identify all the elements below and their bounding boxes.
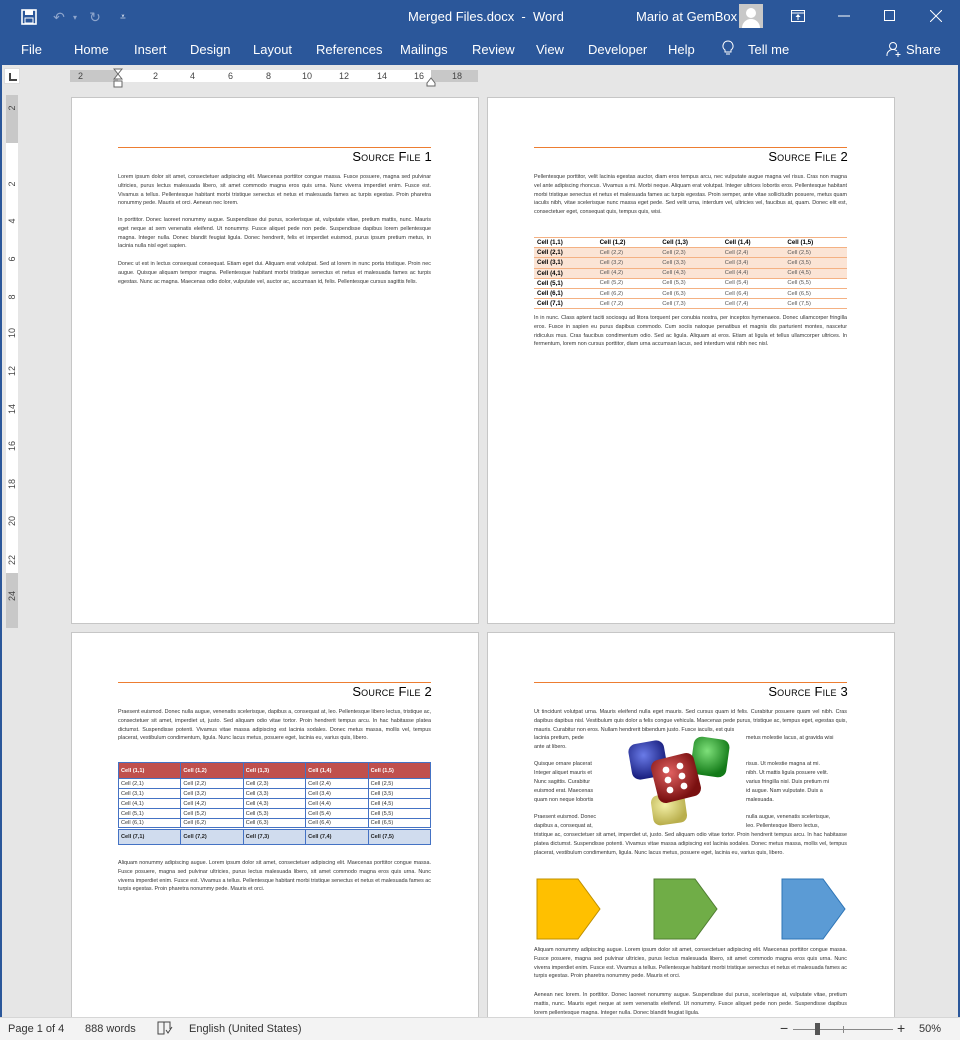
data-table	[118, 762, 431, 845]
ruler-tick: 4	[190, 71, 196, 81]
table-cell: Cell (7,2)	[597, 299, 660, 309]
table-cell: Cell (1,2)	[597, 238, 660, 248]
paragraph: In porttitor. Donec laoreet nonummy augue. Suspendisse dui purus, scelerisque at, vulputate vitae, pretium mattis, nunc. Mauris eget neque at sem venenatis eleifend. Ut nonummy. Fusce aliquet pede non pede. Suspendisse dapibus lorem pellentesque magna. Integer nulla. Donec blandit feugiat ligula. Donec hendrerit, felis et imperdiet euismod, purus ipsum pretium metus, in lacinia nulla nisl eget sapien.	[118, 217, 431, 250]
lightbulb-icon[interactable]	[722, 40, 734, 59]
table-cell: Cell (7,5)	[784, 299, 847, 309]
table-cell: Cell (3,3)	[243, 789, 305, 799]
tab-layout[interactable]: Layout	[253, 42, 293, 57]
paragraph: Lorem ipsum dolor sit amet, consectetuer adipiscing elit. Maecenas porttitor congue massa. Fusce posuere, magna sed pulvinar ultricies, purus lectus malesuada libero, sit amet commodo magna eros quis urna. Nunc viverra imperdiet enim. Fusce est. Vivamus a tellus. Pellentesque habitant morbi tristique senectus et netus et malesuada fames ac turpis egestas. Proin pharetra nonummy pede. Mauris et orci. Aenean nec lorem.	[118, 174, 431, 207]
page-heading: Source File 1	[352, 149, 432, 164]
ruler-tick: 2	[7, 181, 17, 187]
ruler-tick: 6	[7, 256, 17, 262]
table-cell: Cell (2,5)	[368, 779, 430, 789]
table-cell: Cell (1,3)	[243, 763, 305, 779]
paragraph: Aenean nec lorem. In porttitor. Donec laoreet nonummy augue. Suspendisse dui purus, scelerisque at, vulputate vitae, pretium mattis, nunc. Mauris eget neque at sem venenatis eleifend. Ut nonummy. Fusce aliquet pede non pede. Suspendisse dapibus lorem pellentesque magna. Integer nulla. Donec blandit feugiat ligula.	[534, 992, 847, 1016]
table-cell: Cell (7,1)	[534, 299, 597, 309]
table-cell: Cell (3,3)	[659, 258, 722, 268]
table-cell: Cell (5,1)	[534, 278, 597, 288]
heading-rule	[534, 147, 847, 148]
table-cell: Cell (6,2)	[597, 288, 660, 298]
tab-developer[interactable]: Developer	[588, 42, 648, 57]
window-title: Merged Files.docx - Word	[408, 9, 564, 24]
tab-review[interactable]: Review	[472, 42, 515, 57]
table-cell: Cell (4,3)	[243, 799, 305, 809]
table-cell: Cell (3,2)	[181, 789, 243, 799]
table-cell: Cell (3,2)	[597, 258, 660, 268]
ruler-tick: 4	[7, 218, 17, 224]
table-cell: Cell (4,5)	[368, 799, 430, 809]
tab-design[interactable]: Design	[190, 42, 231, 57]
wrap-text-left: quam non neque lobortis	[534, 797, 594, 803]
zoom-in-button[interactable]: +	[897, 1020, 906, 1036]
wrap-text-left: ante at libero.	[534, 744, 567, 750]
table-cell: Cell (3,1)	[119, 789, 181, 799]
ruler-tick: 8	[266, 71, 272, 81]
wrap-text-right: varius fringilla nisl. Duis pretium mi	[746, 779, 829, 785]
ruler-tick: 24	[7, 591, 17, 602]
table-cell: Cell (7,4)	[306, 829, 368, 845]
wrap-text-right: nibh. Ut mattis ligula posuere velit.	[746, 770, 829, 776]
table-cell: Cell (5,1)	[119, 809, 181, 819]
user-name[interactable]: Mario at GemBox	[636, 9, 738, 24]
wrap-text-right: id augue. Nam vulputate. Duis a	[746, 788, 823, 794]
table-cell: Cell (5,2)	[597, 278, 660, 288]
paragraph: Donec ut est in lectus consequat consequat. Etiam eget dui. Aliquam erat volutpat. Sed at lorem in nunc porta tristique. Proin nec augue. Quisque aliquam tempor magna. Pellentesque habitant morbi tristique senectus et netus et malesuada fames ac turpis egestas. Nunc ac magna. Maecenas odio dolor, vulputate vel, auctor ac, accumsan id, felis. Pellentesque cursus sagittis felis.	[118, 261, 431, 285]
zoom-level[interactable]: 50%	[919, 1023, 942, 1035]
wrap-text-left: Integer aliquet mauris et	[534, 770, 592, 776]
ruler-tick: 16	[414, 71, 425, 81]
table-cell: Cell (4,4)	[722, 268, 785, 278]
wrap-text-right: risus. Ut molestie magna at mi.	[746, 761, 820, 767]
table-cell: Cell (2,4)	[306, 779, 368, 789]
table-cell: Cell (7,4)	[722, 299, 785, 309]
table-cell: Cell (2,4)	[722, 248, 785, 258]
table-cell: Cell (6,4)	[306, 819, 368, 829]
tell-me-search[interactable]: Tell me	[748, 42, 790, 57]
ruler-tick: 8	[7, 294, 17, 300]
page-heading: Source File 2	[768, 149, 848, 164]
page-2[interactable]	[487, 97, 895, 624]
save-icon[interactable]	[20, 8, 38, 26]
ruler-tick: 20	[7, 516, 17, 527]
wrap-text-right: metus molestie lacus, at gravida wisi	[746, 735, 834, 741]
data-table	[534, 237, 847, 309]
tab-selector-icon[interactable]	[4, 68, 20, 84]
tab-insert[interactable]: Insert	[134, 42, 167, 57]
ribbon-tabs	[0, 34, 960, 65]
page-heading: Source File 3	[768, 684, 848, 699]
ruler-tick: 18	[7, 479, 17, 490]
pentagon-arrow-green[interactable]	[653, 878, 719, 945]
minimize-icon[interactable]	[821, 0, 867, 32]
ruler-tick: 12	[7, 366, 17, 377]
ruler-tick: 10	[7, 328, 17, 339]
avatar[interactable]	[739, 4, 763, 28]
tab-references[interactable]: References	[316, 42, 383, 57]
ruler-tick: 16	[7, 441, 17, 452]
vertical-ruler[interactable]	[6, 95, 18, 628]
paragraph: Aliquam nonummy adipiscing augue. Lorem ipsum dolor sit amet, consectetuer adipiscing elit. Maecenas porttitor congue massa. Fusce posuere, magna sed pulvinar ultricies, purus lectus malesuada libero, sit amet commodo magna eros quis urna. Nunc viverra imperdiet enim. Fusce est. Vivamus a tellus. Pellentesque habitant morbi tristique senectus et netus et malesuada fames ac turpis egestas. Proin pharetra nonummy pede. Mauris et orci.	[534, 947, 847, 980]
paragraph: Aliquam nonummy adipiscing augue. Lorem ipsum dolor sit amet, consectetuer adipiscing elit. Maecenas porttitor congue massa. Fusce posuere, magna sed pulvinar ultricies, purus lectus malesuada libero, sit amet commodo magna eros quis urna. Nunc viverra imperdiet enim. Fusce est. Vivamus a tellus. Pellentesque habitant morbi tristique senectus et netus et malesuada fames ac turpis egestas. Proin pharetra nonummy pede. Mauris et orci.	[118, 860, 431, 893]
status-bar	[0, 1017, 960, 1040]
table-cell: Cell (6,5)	[784, 288, 847, 298]
page-heading: Source File 2	[352, 684, 432, 699]
table-cell: Cell (6,1)	[534, 288, 597, 298]
redo-icon[interactable]: ↻	[89, 8, 101, 25]
table-cell: Cell (5,4)	[722, 278, 785, 288]
ruler-tick: 2	[7, 105, 17, 111]
table-cell: Cell (1,5)	[368, 763, 430, 779]
table-cell: Cell (5,3)	[659, 278, 722, 288]
undo-dropdown-icon[interactable]: ▾	[72, 12, 77, 22]
close-icon[interactable]	[913, 0, 959, 32]
page-3[interactable]	[71, 632, 479, 1022]
wrap-text-left: euismod erat. Maecenas	[534, 788, 594, 794]
share-button[interactable]: Share	[906, 42, 941, 57]
table-cell: Cell (6,5)	[368, 819, 430, 829]
pentagon-arrow-yellow[interactable]	[536, 878, 602, 945]
table-cell: Cell (1,4)	[306, 763, 368, 779]
wrap-text-right: malesuada.	[746, 797, 774, 803]
tab-file[interactable]: File	[21, 42, 42, 57]
ruler-tick: 12	[339, 71, 350, 81]
table-cell: Cell (3,4)	[306, 789, 368, 799]
ruler-tick: 14	[7, 404, 17, 415]
tab-help[interactable]: Help	[668, 42, 695, 57]
table-cell: Cell (2,1)	[119, 779, 181, 789]
table-cell: Cell (1,5)	[784, 238, 847, 248]
table-cell: Cell (6,3)	[243, 819, 305, 829]
wrap-text-left: Praesent euismod. Donec	[534, 814, 597, 820]
table-cell: Cell (6,1)	[119, 819, 181, 829]
wrap-text-left: lacinia pretium, pede	[534, 735, 584, 741]
table-cell: Cell (1,3)	[659, 238, 722, 248]
tab-mailings[interactable]: Mailings	[400, 42, 448, 57]
table-cell: Cell (3,5)	[784, 258, 847, 268]
wrap-text-left: Quisque ornare placerat	[534, 761, 592, 767]
paragraph: tristique ac, consectetuer sit amet, imperdiet ut, justo. Sed aliquam odio vitae tortor. Proin hendrerit tempus arcu. In hac habitasse platea dictumst. Suspendisse potenti. Vivamus vitae massa adipiscing est lacinia sodales. Donec metus massa, mollis vel, tempus placerat, vestibulum condimentum, ligula. Nunc lacus metus, posuere eget, lacinia eu, varius quis, libero.	[534, 832, 847, 856]
ruler-tick: 14	[377, 71, 388, 81]
ribbon-display-options-icon[interactable]	[775, 0, 821, 32]
ruler-tick: 2	[78, 71, 84, 81]
share-icon[interactable]	[886, 41, 902, 60]
table-cell: Cell (7,3)	[659, 299, 722, 309]
customize-quick-access-icon[interactable]: ⩡	[120, 11, 126, 23]
ruler-tick: 2	[153, 71, 159, 81]
proofing-icon[interactable]	[157, 1021, 173, 1038]
table-cell: Cell (7,5)	[368, 829, 430, 845]
wrap-text-left: dapibus a, consequat at,	[534, 823, 593, 829]
paragraph: Ut tincidunt volutpat urna. Mauris eleifend nulla eget mauris. Sed cursus quam id felis. Curabitur posuere quam vel nibh. Cras dapibus dapibus nisl. Vestibulum quis dolor a felis congue vehicula. Maecenas pede purus, tristique ac, tempus eget, egestas quis, mauris. Curabitur non eros. Nullam hendrerit bibendum justo. Fusce iaculis, est quis	[534, 709, 847, 733]
ruler-tick: 6	[228, 71, 234, 81]
table-cell: Cell (1,1)	[534, 238, 597, 248]
table-cell: Cell (5,4)	[306, 809, 368, 819]
language[interactable]: English (United States)	[189, 1023, 302, 1035]
paragraph: In in nunc. Class aptent taciti sociosqu ad litora torquent per conubia nostra, per inceptos hymenaeos. Donec ullamcorper fringilla eros. Fusce in sapien eu purus dapibus commodo. Cum sociis natoque penatibus et magnis dis parturient montes, nascetur ridiculus mus. Cras faucibus condimentum odio. Sed ac ligula. Aliquam at eros. Etiam at ligula et tellus ullamcorper ultrices. In fermentum, lorem non cursus porttitor, diam urna accumsan lacus, sed interdum wisi nibh nec nisl.	[534, 315, 847, 348]
horizontal-ruler[interactable]	[70, 70, 478, 82]
wrap-text-right: nulla augue, venenatis scelerisque,	[746, 814, 831, 820]
table-cell: Cell (7,2)	[181, 829, 243, 845]
zoom-slider-thumb[interactable]	[815, 1023, 820, 1035]
ruler-tick: 22	[7, 555, 17, 566]
heading-rule	[118, 682, 431, 683]
table-cell: Cell (4,1)	[119, 799, 181, 809]
table-cell: Cell (1,4)	[722, 238, 785, 248]
table-cell: Cell (1,1)	[119, 763, 181, 779]
table-cell: Cell (5,5)	[784, 278, 847, 288]
heading-rule	[534, 682, 847, 683]
tab-home[interactable]: Home	[74, 42, 109, 57]
table-cell: Cell (7,1)	[119, 829, 181, 845]
table-cell: Cell (3,1)	[534, 258, 597, 268]
heading-rule	[118, 147, 431, 148]
ruler-tick: 18	[452, 71, 463, 81]
table-cell: Cell (2,3)	[659, 248, 722, 258]
ruler-tick: 10	[302, 71, 313, 81]
page-1[interactable]	[71, 97, 479, 624]
paragraph: Pellentesque porttitor, velit lacinia egestas auctor, diam eros tempus arcu, nec vulputate augue magna vel risus. Cras non magna vel ante adipiscing rhoncus. Vivamus a mi. Morbi neque. Aliquam erat volutpat. Integer ultrices lobortis eros. Pellentesque habitant morbi tristique senectus et netus et malesuada fames ac turpis egestas. Proin semper, ante vitae sollicitudin posuere, metus quam iaculis nibh, vitae scelerisque nunc massa eget pede. Sed velit urna, interdum vel, ultricies vel, faucibus at, quam. Donec elit est, consectetuer eget, consequat quis, tempus quis, wisi.	[534, 174, 847, 216]
table-cell: Cell (4,1)	[534, 268, 597, 278]
table-cell: Cell (5,3)	[243, 809, 305, 819]
table-cell: Cell (5,2)	[181, 809, 243, 819]
undo-icon[interactable]: ↶	[53, 8, 65, 25]
table-cell: Cell (6,4)	[722, 288, 785, 298]
paragraph: Praesent euismod. Donec nulla augue, venenatis scelerisque, dapibus a, consequat at, leo. Pellentesque libero lectus, tristique ac, consectetuer sit amet, imperdiet ut, justo. Sed aliquam odio vitae tortor. Proin hendrerit tempus arcu. In hac habitasse platea dictumst. Suspendisse potenti. Vivamus vitae massa adipiscing est lacinia sodales. Donec metus massa, mollis vel, tempus placerat, vestibulum condimentum, ligula. Nunc lacus metus, posuere eget, lacinia eu, varius quis, libero.	[118, 709, 431, 742]
table-cell: Cell (4,4)	[306, 799, 368, 809]
zoom-slider-midpoint	[843, 1026, 844, 1033]
indent-marker[interactable]	[113, 68, 123, 88]
right-indent-marker[interactable]	[426, 74, 436, 84]
table-cell: Cell (7,3)	[243, 829, 305, 845]
table-cell: Cell (4,5)	[784, 268, 847, 278]
table-cell: Cell (2,2)	[597, 248, 660, 258]
dice-image[interactable]	[624, 736, 734, 826]
zoom-out-button[interactable]: −	[780, 1020, 789, 1036]
table-cell: Cell (3,4)	[722, 258, 785, 268]
table-cell: Cell (4,2)	[597, 268, 660, 278]
wrap-text-left: Nunc sagittis. Curabitur	[534, 779, 591, 785]
table-cell: Cell (5,5)	[368, 809, 430, 819]
page-4[interactable]	[487, 632, 895, 1022]
table-cell: Cell (6,3)	[659, 288, 722, 298]
table-cell: Cell (2,3)	[243, 779, 305, 789]
table-cell: Cell (1,2)	[181, 763, 243, 779]
maximize-icon[interactable]	[867, 0, 913, 32]
page-count[interactable]: Page 1 of 4	[8, 1023, 65, 1035]
table-cell: Cell (2,2)	[181, 779, 243, 789]
table-cell: Cell (2,1)	[534, 248, 597, 258]
window-border	[0, 65, 2, 1040]
table-cell: Cell (3,5)	[368, 789, 430, 799]
title-bar	[0, 0, 960, 34]
tab-view[interactable]: View	[536, 42, 564, 57]
table-cell: Cell (2,5)	[784, 248, 847, 258]
table-cell: Cell (6,2)	[181, 819, 243, 829]
word-count[interactable]: 888 words	[85, 1023, 136, 1035]
pentagon-arrow-blue[interactable]	[781, 878, 847, 945]
table-cell: Cell (4,3)	[659, 268, 722, 278]
wrap-text-right: leo. Pellentesque libero lectus,	[746, 823, 820, 829]
table-cell: Cell (4,2)	[181, 799, 243, 809]
